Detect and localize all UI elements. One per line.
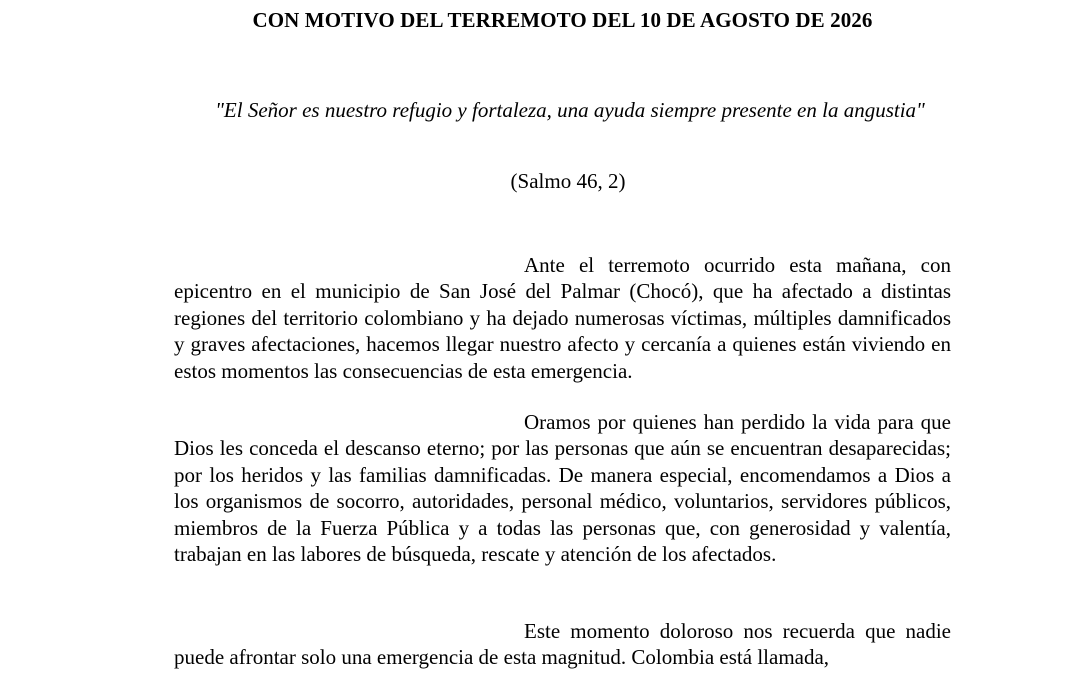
epigraph-citation: (Salmo 46, 2)	[510, 169, 626, 193]
document-title: CON MOTIVO DEL TERREMOTO DEL 10 DE AGOSTO DE 2026	[252, 8, 873, 32]
body-paragraph: Oramos por quienes han perdido la vida para que Dios les conceda el descanso eterno; por las personas que aún se encuentran desaparecidas; por los heridos y las familias damnificadas. De manera especial, encomendamos a Dios a los organismos de socorro, autoridades, personal médico, voluntarios, servidores públicos, miembros de la Fuerza Pública y a todas las personas que, con generosidad y valentía, trabajan en las labores de búsqueda, rescate y atención de los afectados.	[174, 410, 951, 567]
epigraph-quote: "El Señor es nuestro refugio y fortaleza, una ayuda siempre presente en la angustia"	[215, 98, 925, 122]
body-paragraph: Ante el terremoto ocurrido esta mañana, con epicentro en el municipio de San José del Palmar (Chocó), que ha afectado a distintas regiones del territorio colombiano y ha dejado numerosas víctimas, múltiples damnificados y graves afectaciones, hacemos llegar nuestro afecto y cercanía a quienes están viviendo en estos momentos las consecuencias de esta emergencia.	[174, 253, 951, 383]
body-paragraph: Este momento doloroso nos recuerda que nadie puede afrontar solo una emergencia de esta magnitud. Colombia está llamada,	[174, 619, 951, 670]
